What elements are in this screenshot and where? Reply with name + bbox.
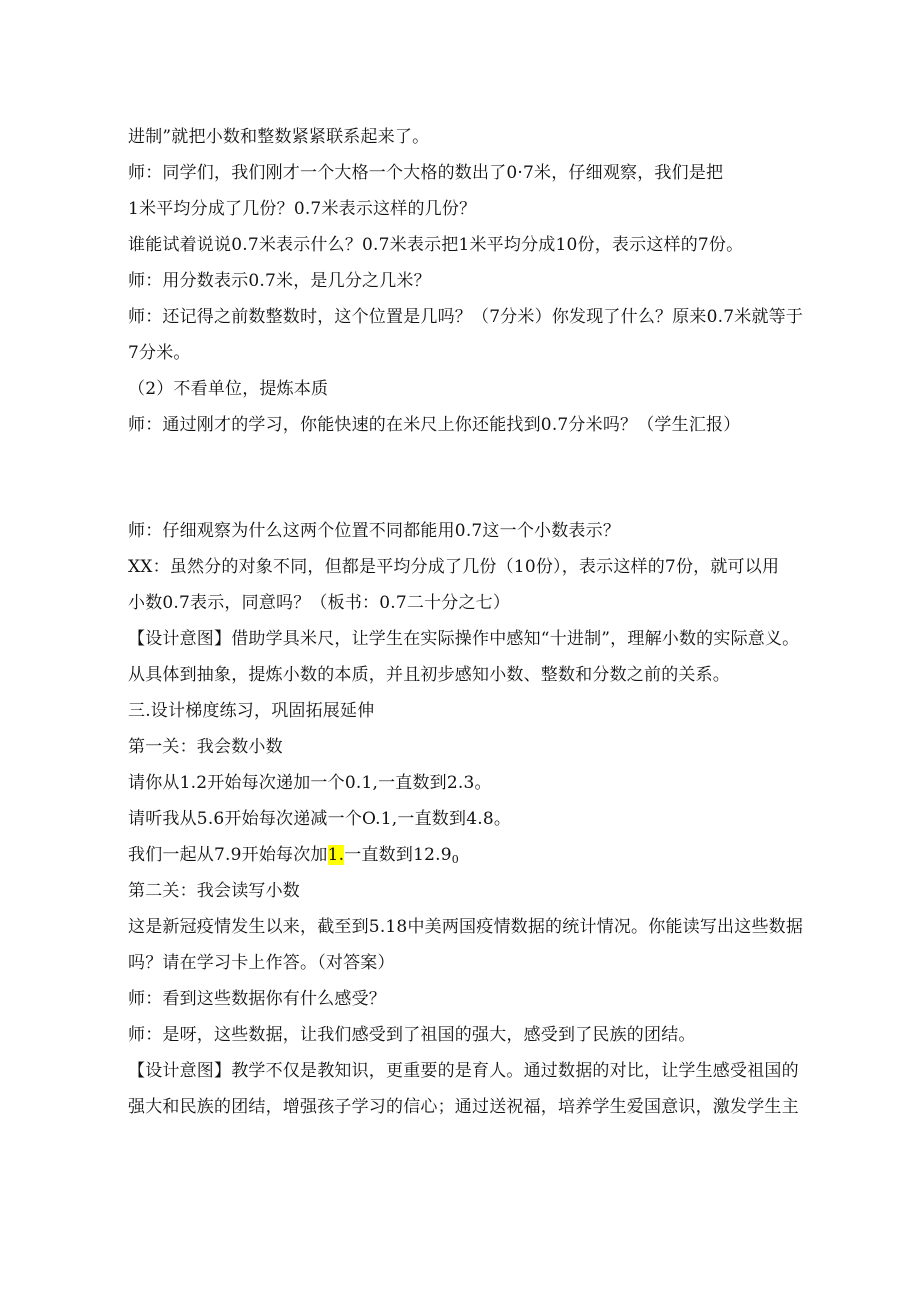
text-line-10: 师：仔细观察为什么这两个位置不同都能用0.7这一个小数表示？ <box>128 521 621 541</box>
text-line-21: 吗？请在学习卡上作答。（对答案） <box>128 953 395 973</box>
text-line-23: 师：是呀，这些数据，让我们感受到了祖国的强大，感受到了民族的团结。 <box>128 1025 696 1045</box>
text-line-4: 谁能试着说说0.7米表示什么？0.7米表示把1米平均分成10份，表示这样的7份。 <box>128 235 744 255</box>
text-line-3: 1米平均分成了几份？0.7米表示这样的几份？ <box>128 199 477 219</box>
text-line-12: 小数0.7表示，同意吗？（板书：0.7二十分之七） <box>128 593 511 613</box>
highlighted-text: 1. <box>327 845 345 865</box>
text-line-22: 师：看到这些数据你有什么感受？ <box>128 989 386 1009</box>
subscript-text: 0 <box>451 853 459 866</box>
text-line-1: 进制”就把小数和整数紧紧联系起来了。 <box>128 127 430 147</box>
section-heading-3: 三.设计梯度练习，巩固拓展延伸 <box>128 701 375 721</box>
design-intent-2-line-2: 强大和民族的团结，增强孩子学习的信心；通过送祝福，培养学生爱国意识，激发学生主 <box>128 1097 799 1117</box>
level-2-heading: 第二关：我会读写小数 <box>128 881 300 901</box>
count-together-text-start: 我们一起从7.9开始每次加 <box>128 845 328 865</box>
text-line-6: 师：还记得之前数整数时，这个位置是几吗？（7分米）你发现了什么？原来0.7米就等于 <box>128 307 804 327</box>
count-up-line: 请你从1.2开始每次递加一个0.1,一直数到2.3。 <box>128 773 492 793</box>
design-intent-1-line-2: 从具体到抽象，提炼小数的本质，并且初步感知小数、整数和分数之前的关系。 <box>128 665 730 685</box>
count-together-text-end: 一直数到12.9 <box>344 845 452 865</box>
design-intent-1-line-1: 【设计意图】借助学具米尺，让学生在实际操作中感知“十进制”，理解小数的实际意义。 <box>128 629 800 649</box>
text-line-9: 师：通过刚才的学习，你能快速的在米尺上你还能找到0.7分米吗？（学生汇报） <box>128 415 741 435</box>
text-line-20: 这是新冠疫情发生以来，截至到5.18中美两国疫情数据的统计情况。你能读写出这些数据 <box>128 917 804 937</box>
count-down-line: 请听我从5.6开始每次递减一个O.1,一直数到4.8。 <box>128 809 512 829</box>
text-line-5: 师：用分数表示0.7米，是几分之几米？ <box>128 271 431 291</box>
text-line-11: XX：虽然分的对象不同，但都是平均分成了几份（10份），表示这样的7份，就可以用 <box>128 557 780 577</box>
text-line-2: 师：同学们，我们刚才一个大格一个大格的数出了0·7米，仔细观察，我们是把 <box>128 163 724 183</box>
level-1-heading: 第一关：我会数小数 <box>128 737 283 757</box>
count-together-line <box>128 843 459 872</box>
text-line-7: 7分米。 <box>128 343 191 363</box>
design-intent-2-line-1: 【设计意图】教学不仅是教知识，更重要的是育人。通过数据的对比，让学生感受祖国的 <box>128 1061 799 1081</box>
section-heading-2: （2）不看单位，提炼本质 <box>128 379 329 399</box>
